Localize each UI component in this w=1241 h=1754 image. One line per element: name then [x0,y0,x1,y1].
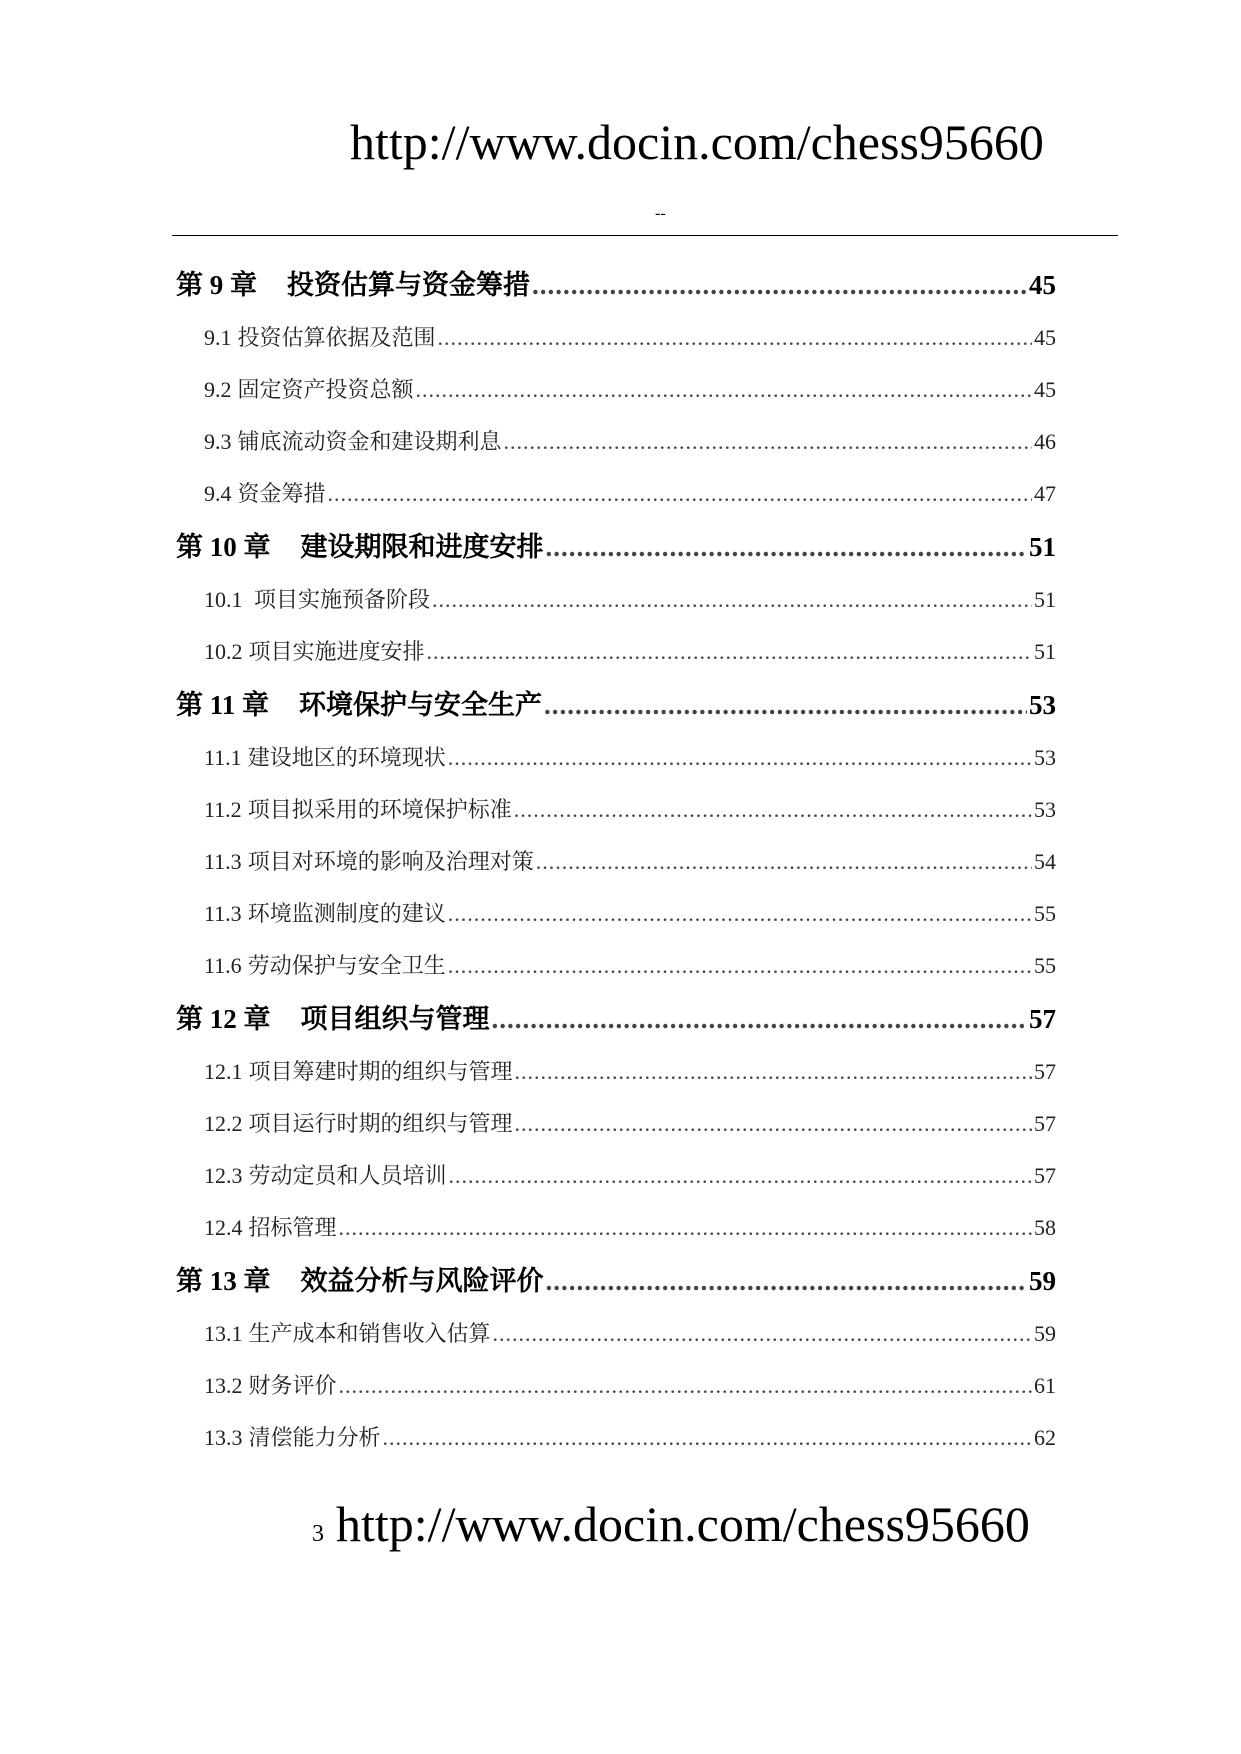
toc-entry-title: 项目对环境的影响及治理对策 [247,849,534,874]
toc-entry-number: 9.1 [204,325,232,350]
toc-page-number: 45 [1034,377,1056,402]
toc-dot-leader [536,836,1032,888]
toc-entry-number: 9.3 [204,429,232,454]
toc-entry-number: 10.1 [204,587,243,612]
toc-entry-number: 10.2 [204,639,243,664]
toc-dot-leader [514,784,1032,836]
toc-dot-leader [416,364,1032,416]
toc-entry-title: 招标管理 [248,1215,337,1240]
toc-dot-leader [546,1254,1028,1308]
toc-page-number: 59 [1029,1266,1056,1296]
toc-section-entry[interactable] [176,1308,1056,1360]
toc-section-entry[interactable] [176,312,1056,364]
toc-section-entry[interactable] [176,1046,1056,1098]
toc-section-entry[interactable] [176,732,1056,784]
toc-page-number: 54 [1034,849,1056,874]
toc-page-number: 51 [1034,587,1056,612]
toc-chapter-entry[interactable] [176,258,1056,312]
toc-page-number: 55 [1034,953,1056,978]
toc-dot-leader [515,1098,1032,1150]
toc-section-entry[interactable] [176,1360,1056,1412]
toc-section-entry[interactable] [176,1098,1056,1150]
toc-entry-title: 项目实施进度安排 [248,639,425,664]
toc-section-entry[interactable] [176,888,1056,940]
header-watermark-url: http://www.docin.com/chess95660 [350,114,1044,170]
toc-entry-title: 项目组织与管理 [300,1004,490,1034]
toc-section-entry[interactable] [176,1150,1056,1202]
toc-entry-title: 资金筹措 [237,481,326,506]
toc-page-number: 53 [1034,745,1056,770]
toc-entry-number: 9.4 [204,481,232,506]
toc-entry-title: 固定资产投资总额 [237,377,414,402]
toc-section-entry[interactable] [176,1412,1056,1464]
toc-dot-leader [492,992,1028,1046]
table-of-contents [176,258,1056,1464]
toc-chapter-entry[interactable] [176,520,1056,574]
toc-entry-number: 12.4 [204,1215,243,1240]
toc-entry-number: 第 13 章 [176,1266,271,1296]
toc-page-number: 57 [1034,1059,1056,1084]
toc-entry-number: 12.1 [204,1059,243,1084]
toc-entry-title: 投资估算与资金筹措 [287,270,530,300]
toc-entry-title: 环境保护与安全生产 [299,690,543,720]
toc-entry-title: 生产成本和销售收入估算 [248,1321,491,1346]
toc-page-number: 57 [1034,1111,1056,1136]
toc-dot-leader [515,1046,1032,1098]
toc-entry-number: 11.6 [204,953,242,978]
toc-dot-leader [383,1412,1032,1464]
toc-page-number: 59 [1034,1321,1056,1346]
toc-entry-number: 13.2 [204,1373,243,1398]
toc-page-number: 57 [1029,1004,1056,1034]
toc-section-entry[interactable] [176,1202,1056,1254]
toc-page-number: 53 [1034,797,1056,822]
toc-page-number: 53 [1029,690,1056,720]
toc-entry-title: 建设地区的环境现状 [247,745,446,770]
toc-page-number: 57 [1034,1163,1056,1188]
header-mark: -- [655,205,666,222]
toc-dot-leader [493,1308,1032,1360]
toc-entry-number: 12.3 [204,1163,243,1188]
toc-dot-leader [544,678,1027,732]
toc-entry-title: 建设期限和进度安排 [300,532,544,562]
toc-entry-title: 劳动保护与安全卫生 [247,953,446,978]
toc-entry-number: 11.1 [204,745,242,770]
toc-entry-title: 投资估算依据及范围 [237,325,436,350]
toc-dot-leader [449,1150,1032,1202]
toc-chapter-entry[interactable] [176,1254,1056,1308]
toc-entry-title: 劳动定员和人员培训 [248,1163,447,1188]
toc-section-entry[interactable] [176,468,1056,520]
toc-section-entry[interactable] [176,940,1056,992]
toc-section-entry[interactable] [176,574,1056,626]
toc-entry-title: 项目拟采用的环境保护标准 [247,797,512,822]
toc-section-entry[interactable] [176,626,1056,678]
toc-entry-number: 11.3 [204,849,242,874]
toc-entry-number: 第 12 章 [176,1004,271,1034]
toc-page-number: 58 [1034,1215,1056,1240]
toc-entry-title: 项目筹建时期的组织与管理 [248,1059,513,1084]
toc-page-number: 51 [1034,639,1056,664]
toc-entry-title: 项目运行时期的组织与管理 [248,1111,513,1136]
toc-dot-leader [328,468,1032,520]
toc-page-number: 61 [1034,1373,1056,1398]
toc-dot-leader [448,940,1032,992]
toc-page-number: 62 [1034,1425,1056,1450]
header-divider [172,235,1118,236]
toc-page-number: 47 [1034,481,1056,506]
toc-entry-number: 11.2 [204,797,242,822]
toc-section-entry[interactable] [176,364,1056,416]
toc-entry-title: 清偿能力分析 [248,1425,381,1450]
toc-entry-title: 环境监测制度的建议 [247,901,446,926]
page-number: 3 [312,1521,324,1547]
toc-dot-leader [438,312,1032,364]
toc-page-number: 45 [1034,325,1056,350]
toc-page-number: 51 [1029,532,1056,562]
toc-dot-leader [448,732,1032,784]
toc-section-entry[interactable] [176,416,1056,468]
toc-entry-number: 第 11 章 [176,690,270,720]
toc-entry-title: 项目实施预备阶段 [248,587,431,612]
toc-entry-number: 12.2 [204,1111,243,1136]
toc-dot-leader [339,1202,1032,1254]
toc-dot-leader [339,1360,1032,1412]
toc-chapter-entry[interactable] [176,992,1056,1046]
toc-dot-leader [504,416,1032,468]
page-footer [312,1494,1030,1554]
toc-section-entry[interactable] [176,784,1056,836]
footer-watermark-url: http://www.docin.com/chess95660 [336,1496,1030,1552]
toc-page-number: 46 [1034,429,1056,454]
toc-entry-title: 财务评价 [248,1373,337,1398]
toc-dot-leader [546,520,1028,574]
toc-entry-number: 9.2 [204,377,232,402]
toc-dot-leader [448,888,1032,940]
toc-entry-number: 13.3 [204,1425,243,1450]
toc-entry-number: 11.3 [204,901,242,926]
toc-entry-title: 铺底流动资金和建设期利息 [237,429,502,454]
toc-entry-title: 效益分析与风险评价 [300,1266,544,1296]
toc-dot-leader [432,574,1032,626]
toc-entry-number: 第 10 章 [176,532,271,562]
toc-chapter-entry[interactable] [176,678,1056,732]
toc-dot-leader [532,258,1027,312]
toc-section-entry[interactable] [176,836,1056,888]
toc-entry-number: 第 9 章 [176,270,257,300]
toc-page-number: 45 [1029,270,1056,300]
toc-entry-number: 13.1 [204,1321,243,1346]
toc-dot-leader [427,626,1032,678]
toc-page-number: 55 [1034,901,1056,926]
